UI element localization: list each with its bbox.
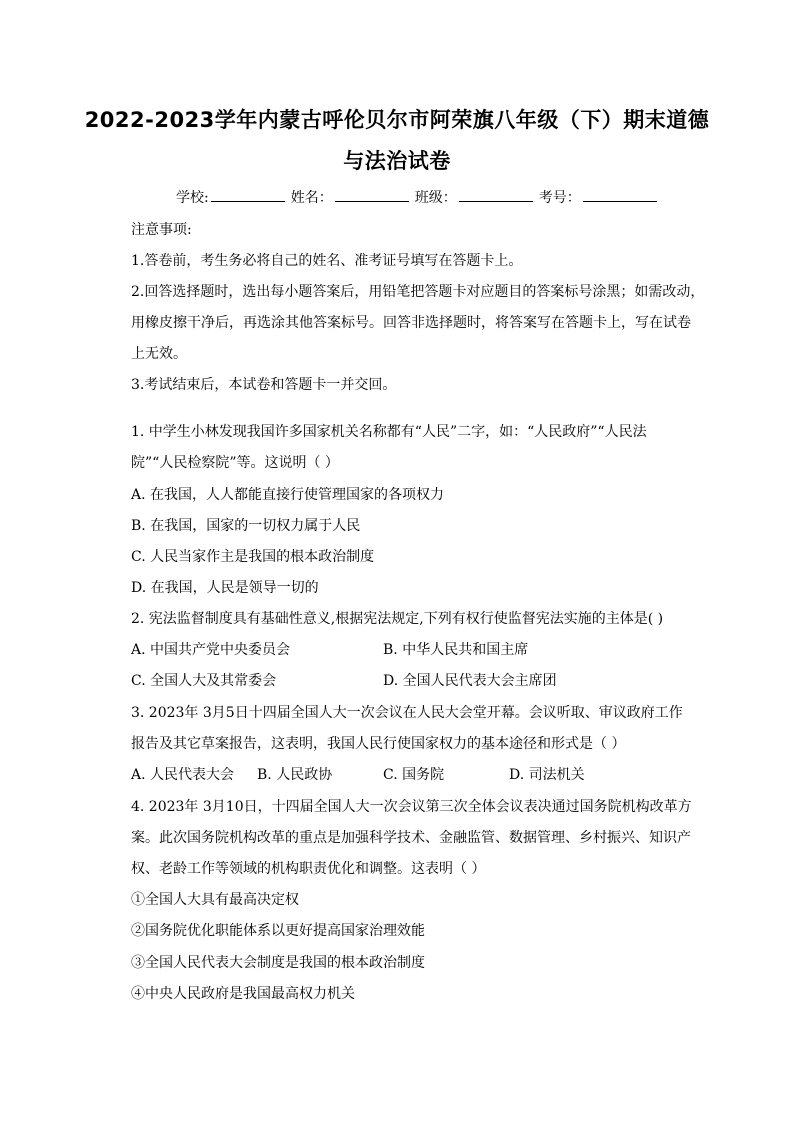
question-1-stem-line2: 院”“人民检察院”等。这说明（ ） bbox=[131, 455, 339, 471]
question-4-statement-4: ④中央人民政府是我国最高权力机关 bbox=[131, 986, 355, 1002]
question-4-statement-3: ③全国人民代表大会制度是我国的根本政治制度 bbox=[131, 955, 425, 971]
notice-item-2-cont: 用橡皮擦干净后，再选涂其他答案标号。回答非选择题时，将答案写在答题卡上，写在试卷 bbox=[131, 315, 691, 331]
class-label: 班级： bbox=[414, 190, 457, 206]
school-label: 学校: bbox=[176, 190, 209, 206]
question-2-option-c: C. 全国人大及其常委会 bbox=[131, 673, 277, 689]
question-3-option-b: B. 人民政协 bbox=[257, 767, 333, 783]
question-3-option-c: C. 国务院 bbox=[383, 767, 445, 783]
question-1-option-a: A. 在我国，人人都能直接行使管理国家的各项权力 bbox=[131, 487, 445, 503]
question-2-option-b: B. 中华人民共和国主席 bbox=[383, 642, 529, 658]
school-blank bbox=[211, 187, 285, 202]
question-3-stem-line1: 3. 2023年 3月5日十四届全国人大一次会议在人民大会堂开幕。会议听取、审议政府工作 bbox=[131, 705, 683, 721]
question-4-statement-1: ①全国人大具有最高决定权 bbox=[131, 892, 299, 908]
name-label: 姓名： bbox=[290, 190, 333, 206]
question-2-option-a: A. 中国共产党中央委员会 bbox=[131, 642, 291, 658]
class-blank bbox=[459, 187, 533, 202]
question-4-stem-line3: 权、老龄工作等领域的机构职责优化和调整。这表明（ ） bbox=[131, 861, 486, 877]
question-3-stem-line2: 报告及其它草案报告，这表明，我国人民行使国家权力的基本途径和形式是（ ） bbox=[131, 736, 626, 752]
notice-item-2: 2.回答选择题时，选出每小题答案后，用铅笔把答题卡对应题目的答案标号涂黑；如需改动， bbox=[131, 284, 705, 300]
question-1-stem-line1: 1. 中学生小林发现我国许多国家机关名称都有“人民”二字，如：“人民政府”“人民法 bbox=[131, 424, 647, 440]
notice-item-3: 3.考试结束后，本试卷和答题卡一并交回。 bbox=[131, 377, 397, 393]
question-4-statement-2: ②国务院优化职能体系以更好提高国家治理效能 bbox=[131, 923, 425, 939]
exam-number-blank bbox=[583, 187, 657, 202]
notice-item-1: 1.答卷前，考生务必将自己的姓名、准考证号填写在答题卡上。 bbox=[131, 253, 523, 269]
student-info-row bbox=[176, 187, 663, 207]
question-4-stem-line2: 案。此次国务院机构改革的重点是加强科学技术、金融监管、数据管理、乡村振兴、知识产 bbox=[131, 830, 691, 846]
question-3-option-a: A. 人民代表大会 bbox=[131, 767, 235, 783]
notice-heading: 注意事项: bbox=[131, 222, 192, 238]
exam-number-label: 考号： bbox=[538, 190, 581, 206]
question-3-option-d: D. 司法机关 bbox=[509, 767, 585, 783]
question-4-stem-line1: 4. 2023年 3月10日，十四届全国人大一次会议第三次全体会议表决通过国务院机构改革方 bbox=[131, 799, 692, 815]
question-2-stem: 2. 宪法监督制度具有基础性意义,根据宪法规定,下列有权行使监督宪法实施的主体是( ) bbox=[131, 611, 664, 627]
question-1-option-b: B. 在我国，国家的一切权力属于人民 bbox=[131, 518, 361, 534]
question-1-option-d: D. 在我国，人民是领导一切的 bbox=[131, 580, 319, 596]
exam-title-line1: 2022-2023学年内蒙古呼伦贝尔市阿荣旗八年级（下）期末道德 bbox=[84, 108, 710, 132]
question-2-option-d: D. 全国人民代表大会主席团 bbox=[383, 673, 557, 689]
notice-item-2-end: 上无效。 bbox=[131, 346, 187, 362]
question-1-option-c: C. 人民当家作主是我国的根本政治制度 bbox=[131, 549, 375, 565]
name-blank bbox=[335, 187, 409, 202]
exam-title-line2: 与法治试卷 bbox=[343, 149, 451, 173]
